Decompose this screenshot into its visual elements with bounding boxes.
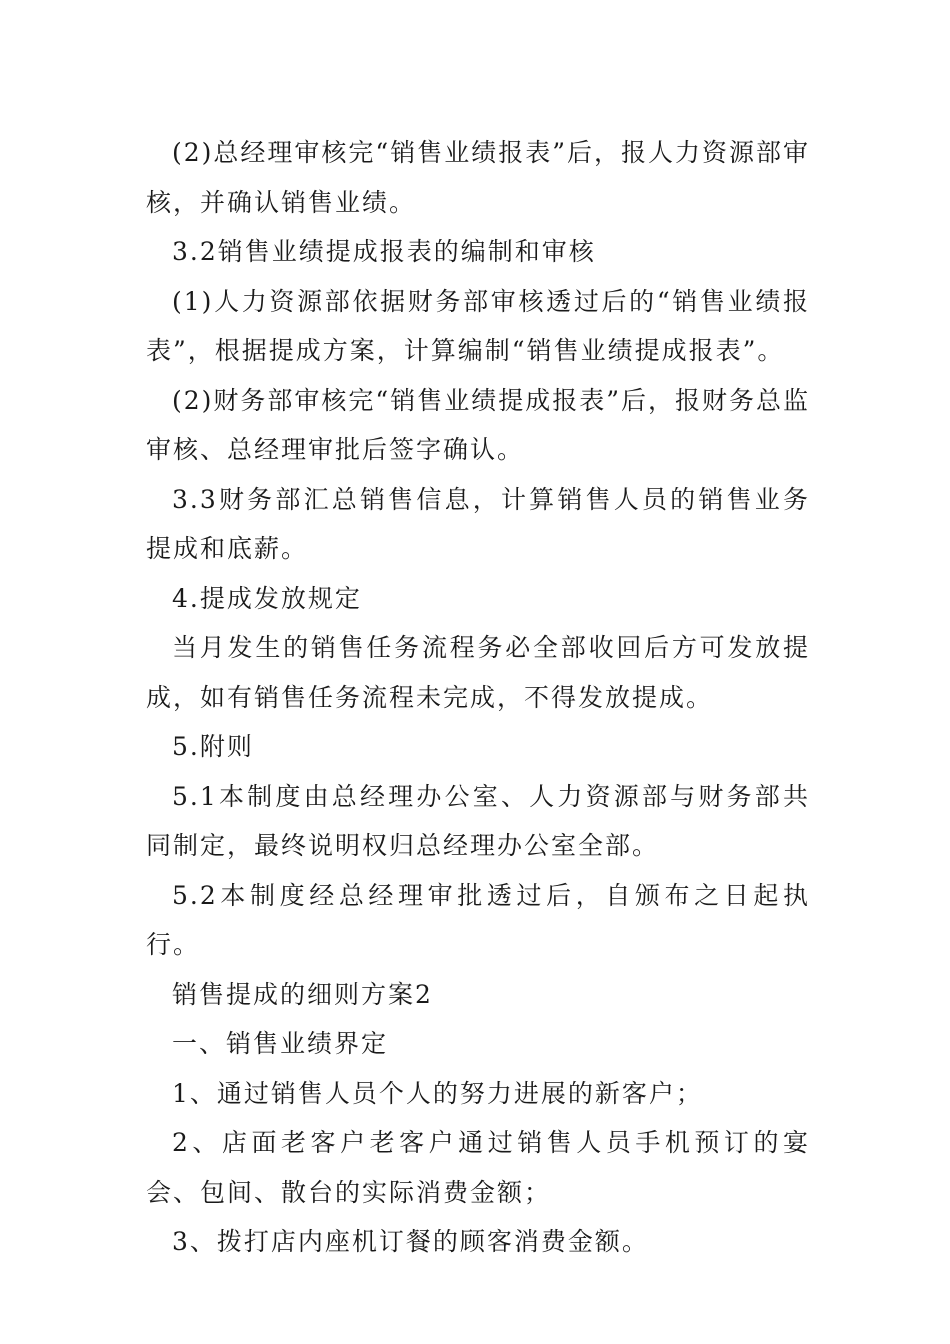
paragraph-final-review: (2)总经理审核完“销售业绩报表”后，报人力资源部审核，并确认销售业绩。 <box>146 138 810 217</box>
section-heading-4: 4.提成发放规定 <box>172 583 362 613</box>
section-heading-3-2: 3.2销售业绩提成报表的编制和审核 <box>172 237 596 266</box>
paragraph-5-2: 5.2本制度经总经理审批透过后，自颁布之日起执行。 <box>146 880 810 959</box>
document-title-plan-2: 销售提成的细则方案2 <box>172 979 433 1009</box>
list-item-3: 3、拨打店内座机订餐的顾客消费金额。 <box>172 1227 649 1256</box>
section-heading-3-3: 3.3财务部汇总销售信息，计算销售人员的销售业务提成和底薪。 <box>146 484 810 563</box>
paragraph-finance-review: (2)财务部审核完“销售业绩提成报表”后，报财务总监审核、总经理审批后签字确认。 <box>146 385 810 464</box>
list-item-2: 2、店面老客户老客户通过销售人员手机预订的宴会、包间、散台的实际消费金额； <box>146 1128 810 1207</box>
paragraph-payout-rule: 当月发生的销售任务流程务必全部收回后方可发放提成，如有销售任务流程未完成，不得发放提成。 <box>146 633 810 712</box>
document-body <box>146 128 810 1267</box>
paragraph-hr-compile: (1)人力资源部依据财务部审核透过后的“销售业绩报表”，根据提成方案，计算编制“销售业绩提成报表”。 <box>146 286 810 365</box>
section-heading-5: 5.附则 <box>172 732 254 761</box>
paragraph-5-1: 5.1本制度由总经理办公室、人力资源部与财务部共同制定，最终说明权归总经理办公室全部。 <box>146 781 810 860</box>
list-item-1: 1、通过销售人员个人的努力进展的新客户； <box>172 1078 703 1108</box>
section-heading-1: 一、销售业绩界定 <box>172 1029 389 1058</box>
